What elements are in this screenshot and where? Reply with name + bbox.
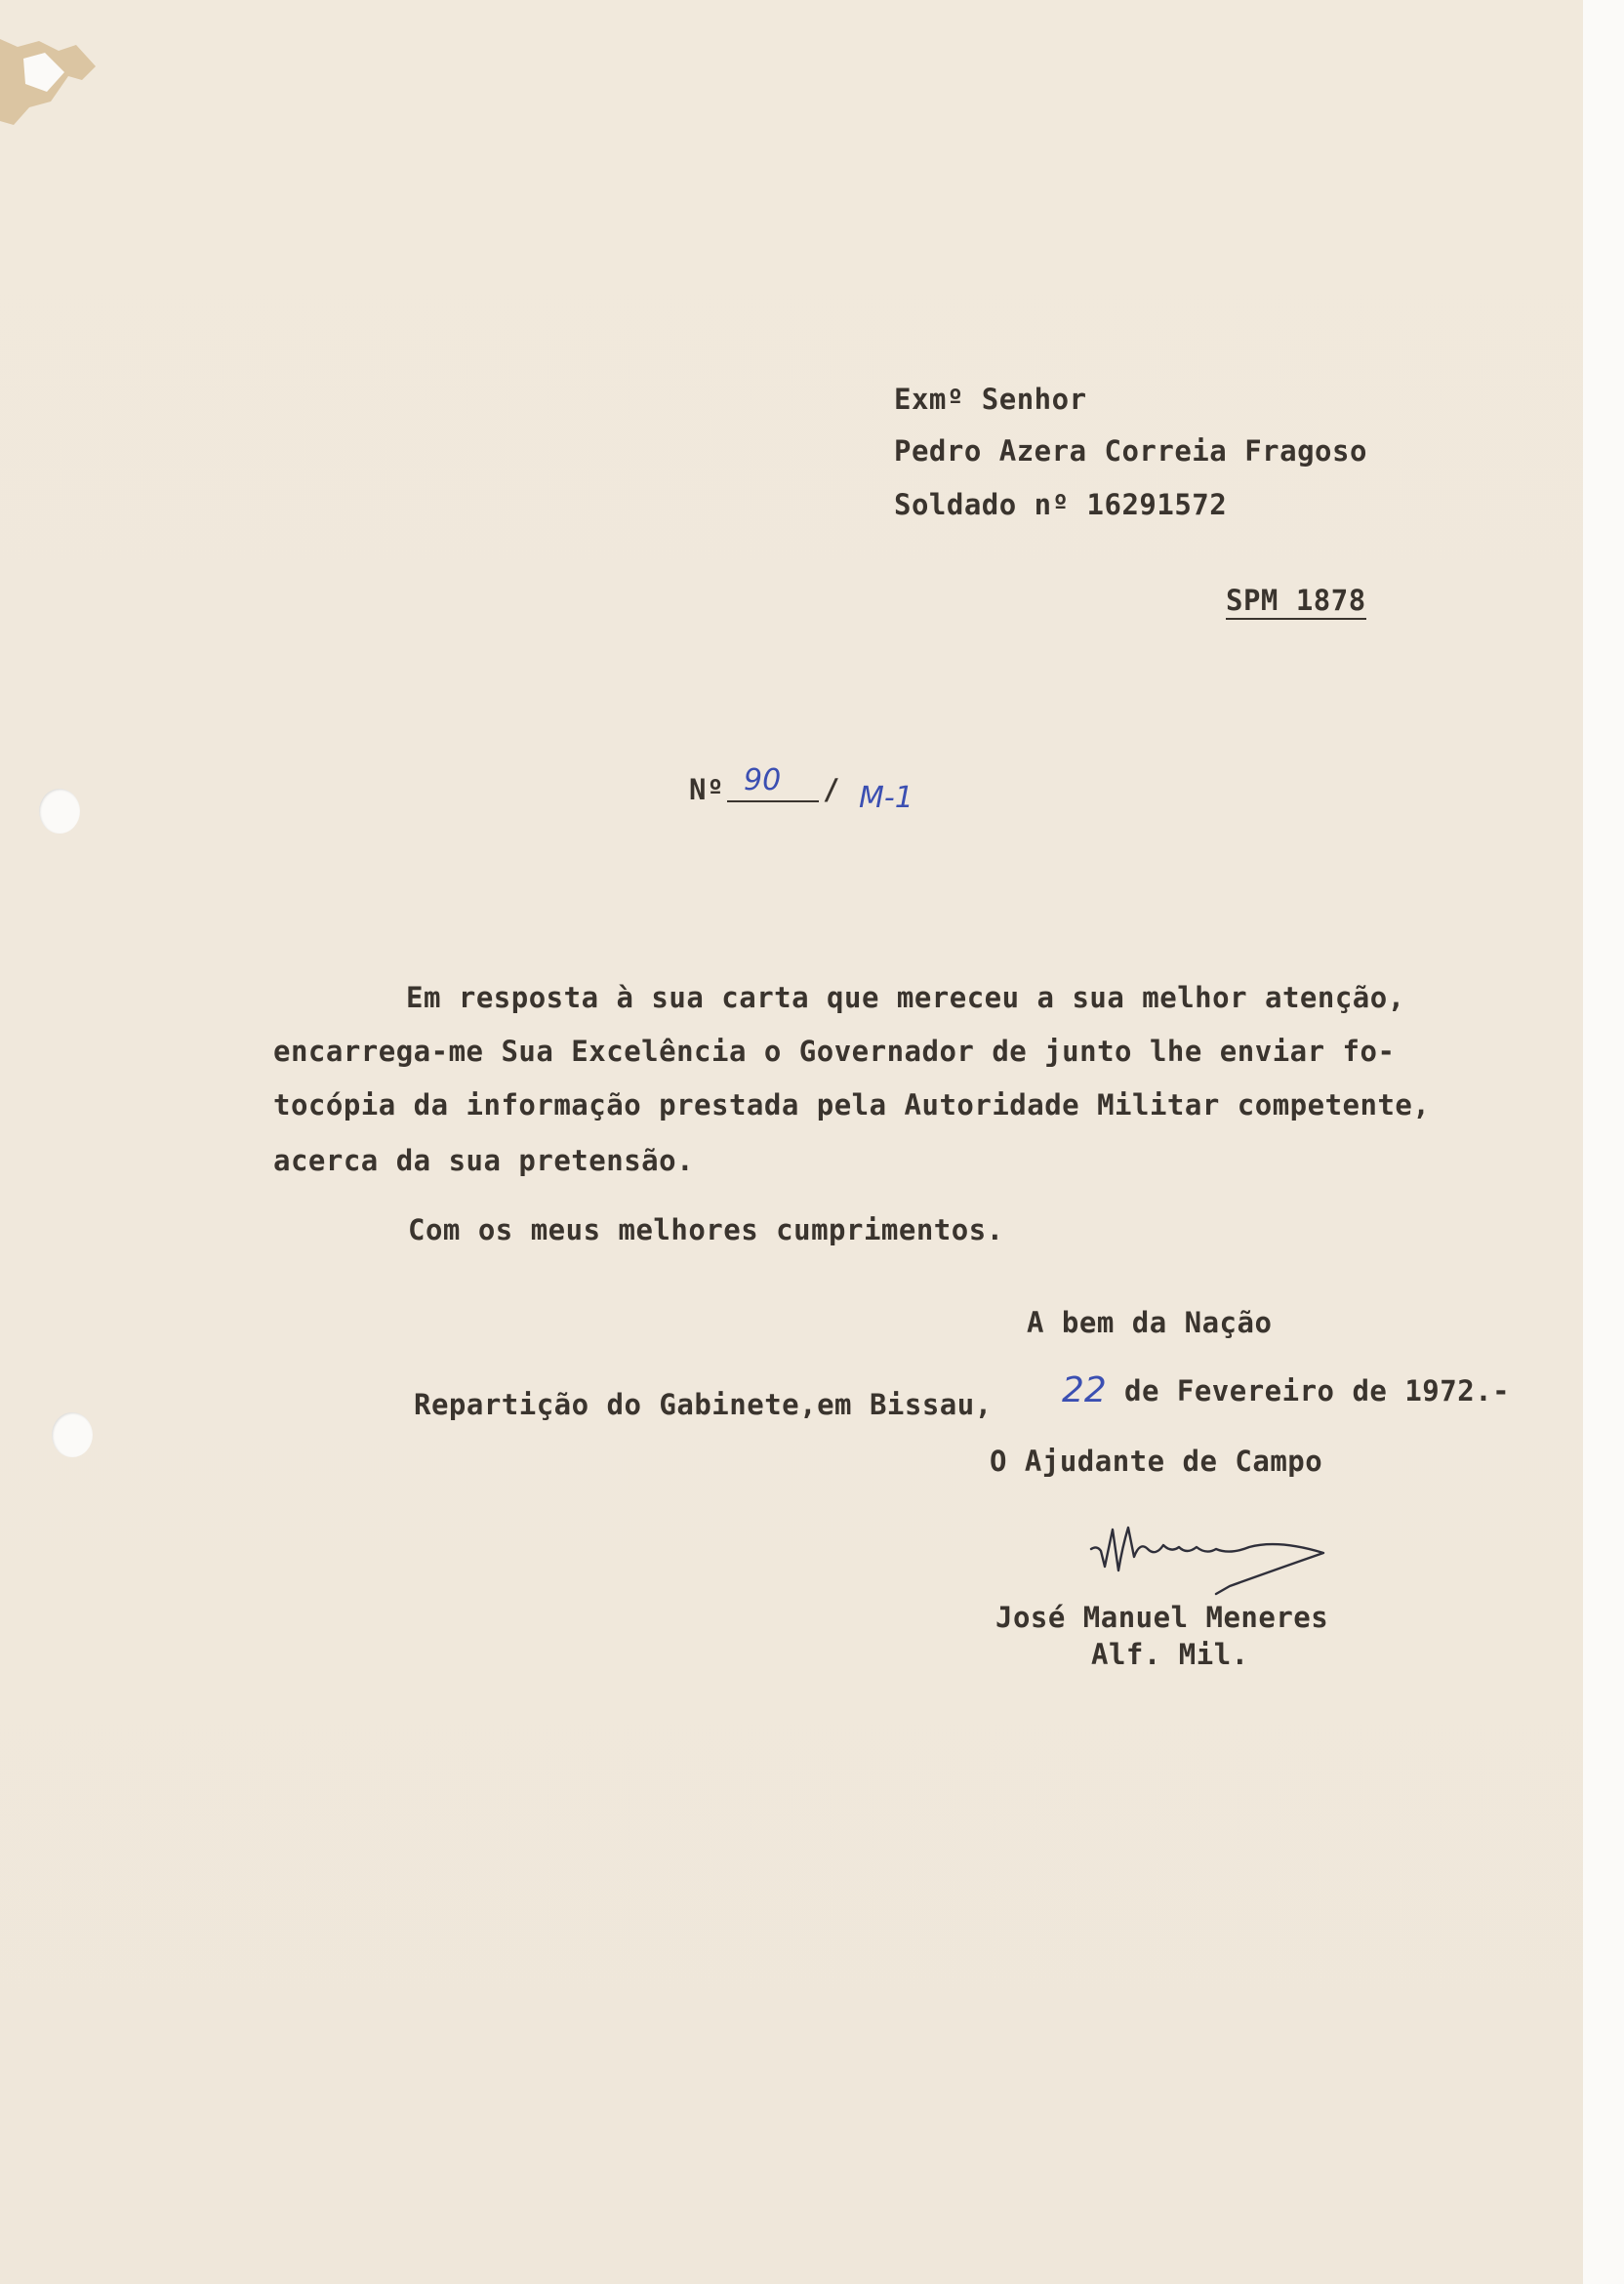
body-line-4: acerca da sua pretensão. (273, 1144, 695, 1177)
punch-hole-bottom (52, 1412, 93, 1457)
body-line-1: Em resposta à sua carta que mereceu a sua melhor atenção, (406, 981, 1405, 1014)
reference-number: 90 (744, 763, 782, 797)
body-line-3: tocópia da informação prestada pela Autoridade Militar competente, (273, 1088, 1431, 1122)
torn-corner-mark (0, 39, 107, 127)
signer-role: O Ajudante de Campo (990, 1445, 1323, 1478)
addressee-rank-number: Soldado nº 16291572 (894, 488, 1228, 521)
closing-line: Com os meus melhores cumprimentos. (408, 1213, 1004, 1246)
reference-prefix: Nº (689, 773, 724, 806)
reference-number-line (727, 800, 819, 802)
page-edge-background (1583, 0, 1624, 2284)
signer-name: José Manuel Meneres (995, 1601, 1329, 1634)
reference-separator: / (823, 773, 840, 806)
punch-hole-top (39, 789, 80, 834)
body-line-2: encarrega-me Sua Excelência o Governador de junto lhe enviar fo- (273, 1035, 1396, 1068)
addressee-name: Pedro Azera Correia Fragoso (894, 434, 1367, 468)
date-day: 22 (1062, 1370, 1107, 1410)
addressee-salutation: Exmº Senhor (894, 383, 1087, 416)
addressee-spm: SPM 1878 (1226, 584, 1366, 620)
signer-rank: Alf. Mil. (1091, 1638, 1249, 1671)
date-suffix: de Fevereiro de 1972.- (1124, 1374, 1511, 1407)
place-prefix: Repartição do Gabinete,em Bissau, (414, 1388, 993, 1421)
reference-suffix: M-1 (859, 781, 914, 815)
handwritten-signature (1083, 1498, 1347, 1606)
motto: A bem da Nação (1027, 1306, 1273, 1339)
